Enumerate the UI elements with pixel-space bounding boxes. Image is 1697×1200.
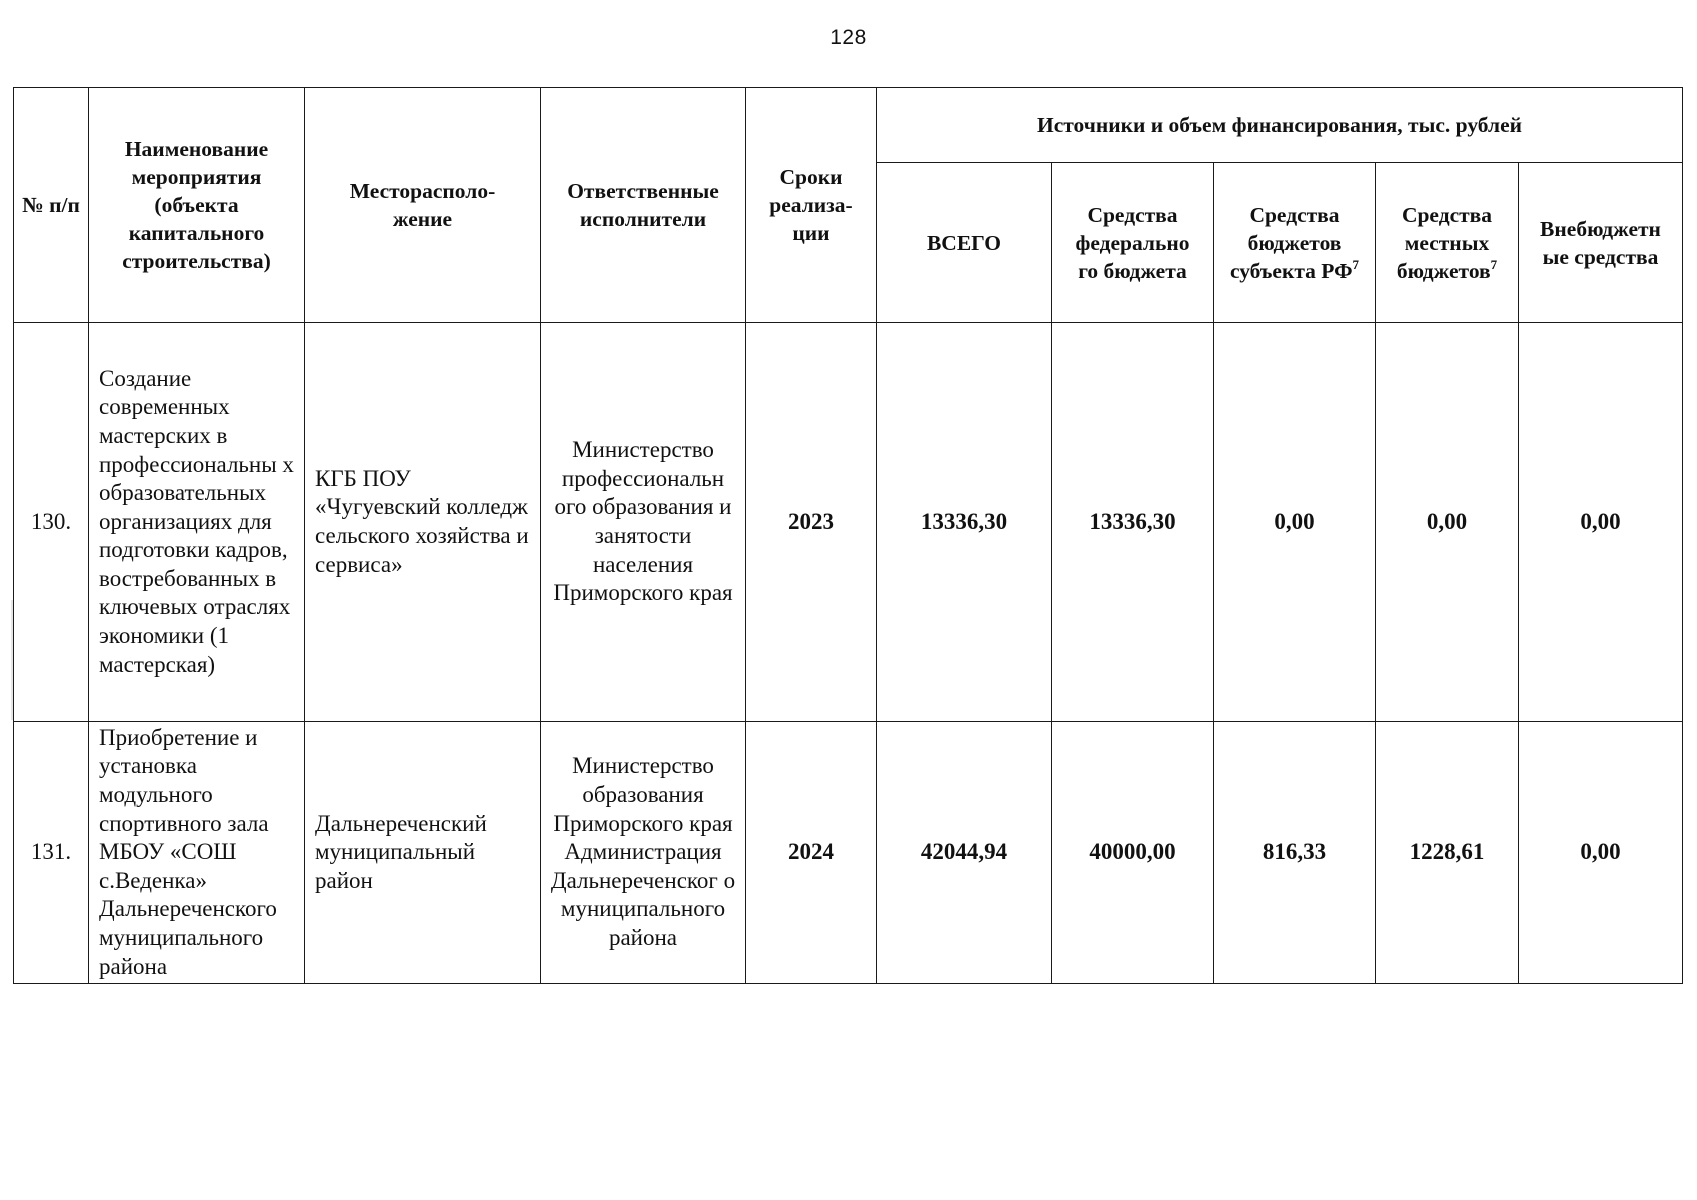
- row-federal: 40000,00: [1052, 722, 1214, 984]
- row-total: 42044,94: [877, 722, 1052, 984]
- page-number: 128: [830, 26, 867, 49]
- header-total: ВСЕГО: [877, 163, 1052, 323]
- header-regional-label: Средства бюджетов субъекта РФ: [1229, 202, 1353, 283]
- row-regional: 0,00: [1214, 323, 1376, 722]
- row-regional: 816,33: [1214, 722, 1376, 984]
- header-terms: Сроки реализа-ции: [746, 88, 877, 323]
- header-responsible: Ответственные исполнители: [541, 88, 746, 323]
- header-location: Месторасполо-жение: [305, 88, 541, 323]
- row-name: Создание современных мастерских в профессиональны х образовательных организациях для подготовки кадров, востребованных в ключевых отраслях экономики (1 мастерская): [89, 323, 305, 722]
- header-extrabudget: Внебюджетн ые средства: [1519, 163, 1683, 323]
- row-total: 13336,30: [877, 323, 1052, 722]
- row-extrabudget: 0,00: [1519, 722, 1683, 984]
- row-local: 1228,61: [1376, 722, 1519, 984]
- row-extrabudget: 0,00: [1519, 323, 1683, 722]
- header-federal: Средства федерально го бюджета: [1052, 163, 1214, 323]
- financing-table: [13, 87, 1683, 984]
- row-num: 130.: [14, 323, 89, 722]
- table-row: [14, 722, 1683, 984]
- row-location: Дальнереченский муниципальный район: [305, 722, 541, 984]
- row-responsible: Министерство образования Приморского края Администрация Дальнереченског о муниципального района: [541, 722, 746, 984]
- row-term: 2023: [746, 323, 877, 722]
- header-regional: [1214, 163, 1376, 323]
- header-local-label: Средства местных бюджетов: [1396, 202, 1493, 283]
- row-name: Приобретение и установка модульного спортивного зала МБОУ «СОШ с.Веденка» Дальнереченского муниципального района: [89, 722, 305, 984]
- table-row: [14, 323, 1683, 722]
- header-financing-group: Источники и объем финансирования, тыс. рублей: [877, 88, 1683, 163]
- header-regional-footnote: 7: [1352, 256, 1360, 272]
- header-name: Наименование мероприятия (объекта капитального строительства): [89, 88, 305, 323]
- table-body: [14, 323, 1683, 984]
- header-local: [1376, 163, 1519, 323]
- row-location: КГБ ПОУ «Чугуевский колледж сельского хозяйства и сервиса»: [305, 323, 541, 722]
- row-local: 0,00: [1376, 323, 1519, 722]
- row-federal: 13336,30: [1052, 323, 1214, 722]
- row-term: 2024: [746, 722, 877, 984]
- table-header: [14, 88, 1683, 323]
- row-responsible: Министерство профессиональн ого образования и занятости населения Приморского края: [541, 323, 746, 722]
- row-num: 131.: [14, 722, 89, 984]
- header-local-footnote: 7: [1490, 256, 1498, 272]
- header-num: № п/п: [14, 88, 89, 323]
